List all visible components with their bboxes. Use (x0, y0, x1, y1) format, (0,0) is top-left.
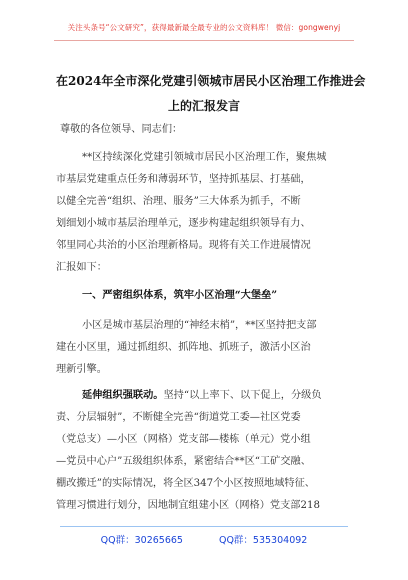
intro-line: 市基层党建重点任务和薄弱环节，坚持抓基层、打基础， (56, 174, 311, 185)
section-1-heading: 一、严密组织体系，筑牢小区治理“大堡垒” (82, 289, 278, 301)
footer-qq-group-2: QQ群：535304092 (218, 535, 308, 546)
subsection-1-line: 管理习惯进行划分，因地制宜组建小区（网格）党支部218 (56, 500, 320, 511)
subsection-1-line: —党员中心户”五级组织体系，紧密结合**区“工矿交融、 (56, 456, 311, 467)
header-divider (54, 40, 354, 41)
footer-qq-group-1: QQ群：30265665 (100, 535, 183, 546)
salutation: 尊敬的各位领导、同志们： (60, 124, 183, 135)
intro-line: 以健全完善“组织、治理、服务”三大体系为抓手，不断 (56, 196, 301, 207)
intro-line: 划细划小城市基层治理单元，逐步构建起组织领导有力、 (56, 218, 311, 229)
document-title-line-2: 上的汇报发言 (167, 99, 240, 113)
intro-line: 汇报如下： (56, 262, 107, 273)
footer-contact (0, 532, 408, 546)
section-1-paragraph-line: 理新引擎。 (56, 364, 107, 375)
footer-divider (60, 526, 348, 527)
subsection-1-line: 责、分层辐射”，不断健全完善“街道党工委—社区党委 (56, 412, 301, 423)
section-1-paragraph-line: 建在小区里，通过抓组织、抓阵地、抓班子，激活小区治 (56, 342, 311, 353)
subsection-1-line: 棚改搬迁”的实际情况，将全区347个小区按照地域特征、 (56, 478, 315, 489)
subsection-1-text: 坚持“以上率下、以下促上，分级负 (163, 390, 322, 401)
subsection-1-first-line (82, 386, 322, 401)
section-1-paragraph-line: 小区是城市基层治理的“神经末梢”，**区坚持把支部 (82, 320, 317, 331)
subsection-1-lead: 延伸组织强联动。 (82, 389, 164, 401)
intro-line: **区持续深化党建引领城市居民小区治理工作，聚焦城 (82, 152, 327, 163)
subsection-1-line: （党总支）—小区（网格）党支部—楼栋（单元）党小组 (56, 434, 311, 445)
document-title-line-1: 在2024年全市深化党建引领城市居民小区治理工作推进会 (56, 74, 366, 88)
intro-line: 邻里同心共治的小区治理新格局。现将有关工作进展情况 (56, 240, 311, 251)
header-promo-banner: 关注头条号“公文研究”，获得最新最全最专业的公文资料库！ 微信：gongwenyj (67, 23, 341, 32)
